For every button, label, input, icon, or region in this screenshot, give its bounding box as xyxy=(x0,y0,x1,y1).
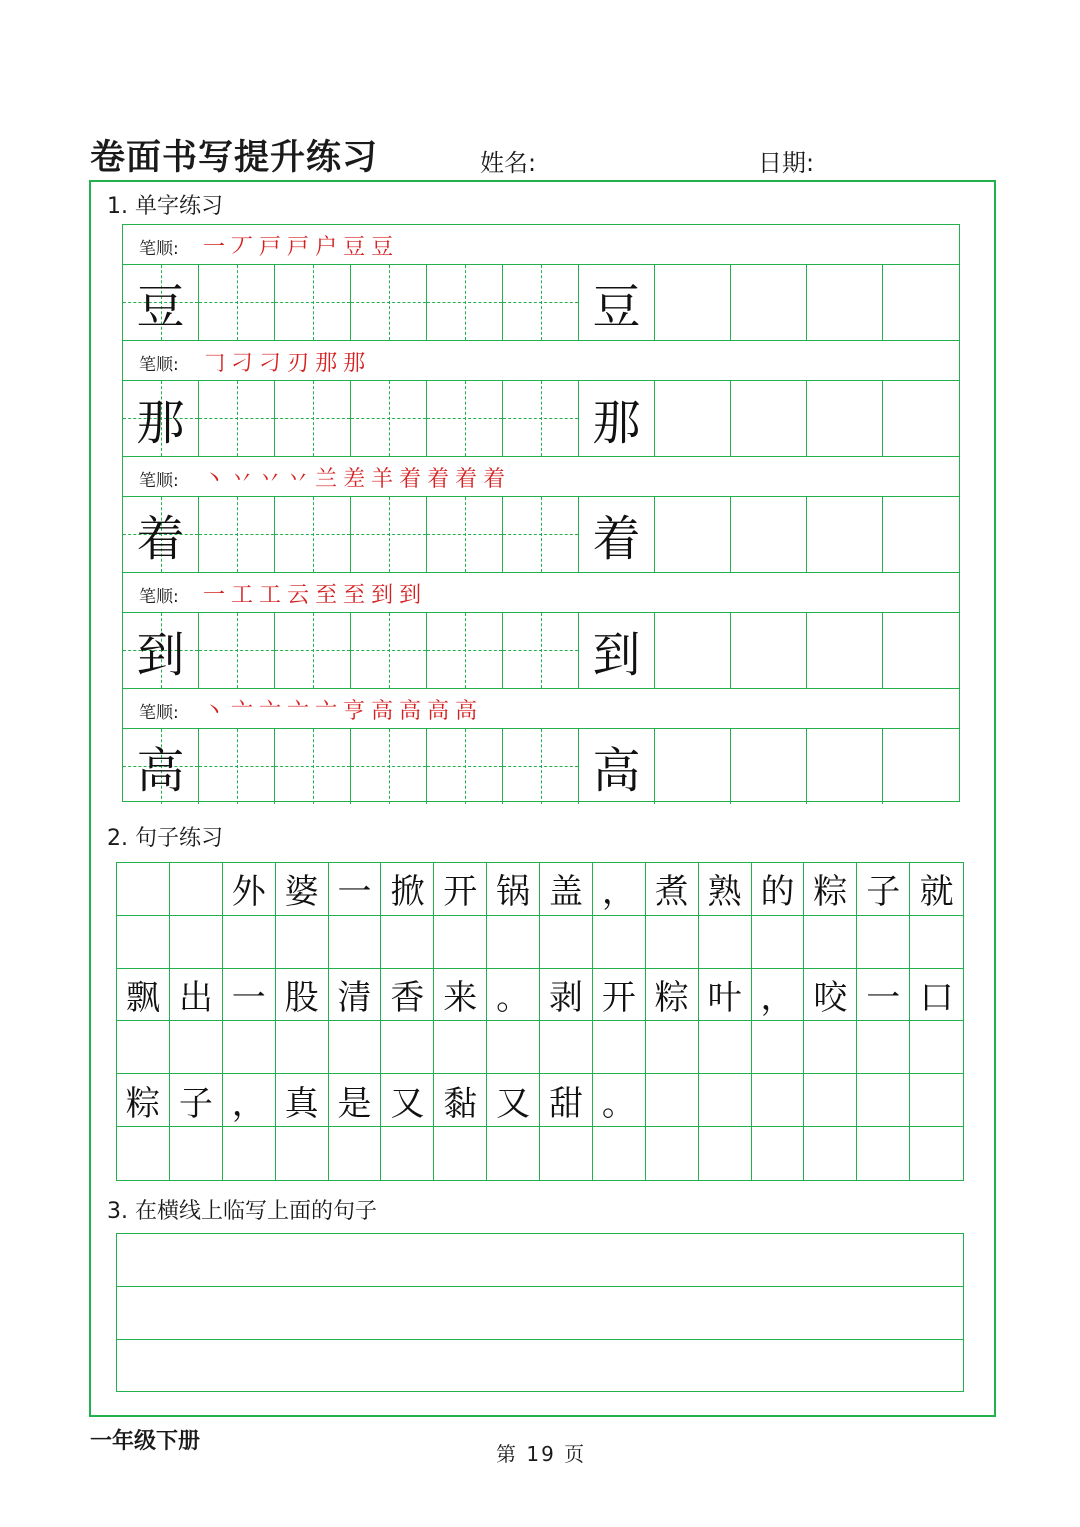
stroke-order-label: 笔顺: xyxy=(139,703,179,723)
blank-writing-cell xyxy=(223,1021,276,1074)
blank-writing-cell xyxy=(170,1127,223,1180)
sentence-practice-grid xyxy=(116,862,964,1181)
model-character: 到 xyxy=(592,626,641,683)
blank-writing-cell xyxy=(910,1021,963,1074)
sentence-cell xyxy=(804,1074,857,1127)
stroke-step: 刁 xyxy=(259,350,282,376)
stroke-step: 丆 xyxy=(231,234,254,260)
tian-grid-cell xyxy=(275,381,351,456)
sentence-cell: 又 xyxy=(487,1074,540,1127)
practice-cell xyxy=(579,613,655,688)
stroke-step: 着 xyxy=(399,466,422,492)
blank-writing-cell xyxy=(910,1127,963,1180)
stroke-step: 高 xyxy=(427,698,450,724)
stroke-step: 豆 xyxy=(343,234,366,260)
practice-cell xyxy=(807,381,883,456)
stroke-steps xyxy=(203,691,483,727)
practice-cell xyxy=(883,265,959,340)
practice-cell xyxy=(579,265,655,340)
stroke-step: 工 xyxy=(259,582,282,608)
stroke-step: 一 xyxy=(203,582,226,608)
blank-writing-cell xyxy=(857,916,910,969)
blank-writing-cell xyxy=(117,916,170,969)
tian-grid-cell xyxy=(123,497,199,572)
tian-grid-cell xyxy=(123,613,199,688)
sentence-cell xyxy=(752,1074,805,1127)
tian-grid-cell xyxy=(503,729,579,804)
date-label: 日期: xyxy=(758,149,815,177)
sentence-cell: 真 xyxy=(276,1074,329,1127)
stroke-step: 着 xyxy=(427,466,450,492)
blank-writing-cell xyxy=(329,1127,382,1180)
stroke-steps xyxy=(203,343,371,379)
model-character: 那 xyxy=(592,394,641,451)
stroke-step: 刁 xyxy=(231,350,254,376)
tian-grid-cell xyxy=(351,613,427,688)
sentence-cell: 外 xyxy=(223,863,276,916)
stroke-step: 丷 xyxy=(259,466,282,492)
blank-writing-cell xyxy=(699,916,752,969)
practice-cell xyxy=(807,497,883,572)
practice-cell-row xyxy=(123,729,959,805)
tian-grid-cell xyxy=(123,265,199,340)
blank-writing-cell xyxy=(540,1021,593,1074)
sentence-cell: ， xyxy=(223,1074,276,1127)
blank-writing-cell xyxy=(804,916,857,969)
sentence-cell: 清 xyxy=(329,969,382,1022)
tian-grid-cell xyxy=(199,265,275,340)
sentence-cell: 粽 xyxy=(117,1074,170,1127)
sentence-cell: 煮 xyxy=(646,863,699,916)
sentence-cell: 出 xyxy=(170,969,223,1022)
blank-writing-cell xyxy=(223,1127,276,1180)
tian-grid-cell xyxy=(427,497,503,572)
sentence-cell: 甜 xyxy=(540,1074,593,1127)
tian-grid-cell xyxy=(123,729,199,804)
model-character: 豆 xyxy=(136,278,185,335)
sentence-cell: 飘 xyxy=(117,969,170,1022)
practice-cell-row xyxy=(123,265,959,341)
sentence-cell: ， xyxy=(752,969,805,1022)
stroke-order-label: 笔顺: xyxy=(139,355,179,375)
practice-cell xyxy=(579,497,655,572)
tian-grid-cell xyxy=(427,613,503,688)
sentence-cell: ， xyxy=(593,863,646,916)
practice-cell xyxy=(807,265,883,340)
blank-writing-cell xyxy=(857,1021,910,1074)
stroke-step: 差 xyxy=(343,466,366,492)
stroke-order-row xyxy=(123,457,959,497)
sentence-cell: 股 xyxy=(276,969,329,1022)
practice-cell xyxy=(655,381,731,456)
blank-writing-cell xyxy=(276,1127,329,1180)
practice-cell xyxy=(655,729,731,804)
stroke-step: 工 xyxy=(231,582,254,608)
blank-writing-cell xyxy=(434,1021,487,1074)
model-character: 到 xyxy=(136,626,185,683)
tian-grid-cell xyxy=(351,381,427,456)
sentence-cell: 。 xyxy=(593,1074,646,1127)
practice-cell xyxy=(731,381,807,456)
tian-grid-cell xyxy=(427,265,503,340)
sentence-cell: 粽 xyxy=(804,863,857,916)
sentence-cell: 掀 xyxy=(381,863,434,916)
sentence-cell xyxy=(857,1074,910,1127)
practice-cell xyxy=(655,265,731,340)
blank-writing-cell xyxy=(117,1021,170,1074)
stroke-step: 高 xyxy=(399,698,422,724)
stroke-order-label: 笔顺: xyxy=(139,239,179,259)
writing-line xyxy=(117,1339,963,1340)
model-character: 着 xyxy=(592,510,641,567)
character-practice-grid xyxy=(122,224,960,802)
tian-grid-cell xyxy=(275,265,351,340)
stroke-order-row xyxy=(123,341,959,381)
practice-cell xyxy=(731,613,807,688)
sentence-cell: 剥 xyxy=(540,969,593,1022)
copy-lines-box xyxy=(116,1233,964,1392)
tian-grid-cell xyxy=(275,613,351,688)
sentence-cell: 开 xyxy=(593,969,646,1022)
sentence-cell: 香 xyxy=(381,969,434,1022)
tian-grid-cell xyxy=(275,497,351,572)
tian-grid-cell xyxy=(351,265,427,340)
tian-grid-cell xyxy=(199,497,275,572)
blank-writing-cell xyxy=(752,1127,805,1180)
blank-writing-cell xyxy=(434,1127,487,1180)
stroke-step: 高 xyxy=(371,698,394,724)
blank-writing-cell xyxy=(646,916,699,969)
blank-writing-cell xyxy=(381,916,434,969)
blank-writing-cell xyxy=(857,1127,910,1180)
practice-cell xyxy=(883,729,959,804)
tian-grid-cell xyxy=(503,265,579,340)
sentence-cell: 叶 xyxy=(699,969,752,1022)
blank-writing-cell xyxy=(487,1021,540,1074)
stroke-step: 到 xyxy=(371,582,394,608)
stroke-step: 亠 xyxy=(315,698,338,724)
stroke-step: 丶 xyxy=(203,698,226,724)
sentence-cell: 粽 xyxy=(646,969,699,1022)
stroke-step: 戸 xyxy=(287,234,310,260)
tian-grid-cell xyxy=(503,613,579,688)
stroke-steps xyxy=(203,459,511,495)
sentence-cell: 子 xyxy=(170,1074,223,1127)
sentence-cell: 来 xyxy=(434,969,487,1022)
practice-cell xyxy=(731,265,807,340)
blank-writing-cell xyxy=(752,916,805,969)
blank-writing-cell xyxy=(487,1127,540,1180)
blank-writing-cell xyxy=(170,916,223,969)
tian-grid-cell xyxy=(351,497,427,572)
model-character: 那 xyxy=(136,394,185,451)
tian-grid-cell xyxy=(199,729,275,804)
blank-writing-cell xyxy=(276,916,329,969)
stroke-step: 丷 xyxy=(231,466,254,492)
tian-grid-cell xyxy=(503,381,579,456)
section-3-title: 3. 在横线上临写上面的句子 xyxy=(107,1199,377,1224)
stroke-step: 兰 xyxy=(315,466,338,492)
blank-writing-cell xyxy=(593,916,646,969)
sentence-cell xyxy=(910,1074,963,1127)
blank-writing-cell xyxy=(910,916,963,969)
writing-line xyxy=(117,1286,963,1287)
stroke-order-row xyxy=(123,573,959,613)
stroke-step: 那 xyxy=(343,350,366,376)
stroke-step: 羊 xyxy=(371,466,394,492)
practice-cell xyxy=(807,729,883,804)
stroke-step: 丷 xyxy=(287,466,310,492)
stroke-steps xyxy=(203,575,427,611)
practice-cell-row xyxy=(123,381,959,457)
stroke-step: 高 xyxy=(455,698,478,724)
stroke-step: 着 xyxy=(455,466,478,492)
sentence-cell: 。 xyxy=(487,969,540,1022)
sentence-cell: 婆 xyxy=(276,863,329,916)
tian-grid-cell xyxy=(427,381,503,456)
blank-writing-cell xyxy=(381,1127,434,1180)
sentence-cell: 咬 xyxy=(804,969,857,1022)
blank-writing-cell xyxy=(329,916,382,969)
practice-cell xyxy=(655,613,731,688)
practice-cell xyxy=(731,497,807,572)
blank-writing-cell xyxy=(329,1021,382,1074)
tian-grid-cell xyxy=(199,381,275,456)
practice-cell xyxy=(807,613,883,688)
blank-writing-cell xyxy=(276,1021,329,1074)
blank-writing-cell xyxy=(170,1021,223,1074)
stroke-step: 户 xyxy=(315,234,338,260)
stroke-step: 到 xyxy=(399,582,422,608)
blank-writing-cell xyxy=(699,1127,752,1180)
sentence-cell: 盖 xyxy=(540,863,593,916)
stroke-step: 亠 xyxy=(259,698,282,724)
practice-cell xyxy=(883,381,959,456)
section-2-title: 2. 句子练习 xyxy=(107,826,223,851)
stroke-step: 云 xyxy=(287,582,310,608)
blank-writing-cell xyxy=(646,1021,699,1074)
practice-cell-row xyxy=(123,497,959,573)
practice-cell xyxy=(579,381,655,456)
stroke-order-row xyxy=(123,225,959,265)
sentence-cell: 的 xyxy=(752,863,805,916)
practice-cell xyxy=(579,729,655,804)
sentence-cell: 锅 xyxy=(487,863,540,916)
stroke-order-label: 笔顺: xyxy=(139,471,179,491)
practice-cell-row xyxy=(123,613,959,689)
model-character: 着 xyxy=(136,510,185,567)
tian-grid-cell xyxy=(427,729,503,804)
sentence-cell: 子 xyxy=(857,863,910,916)
stroke-step: 戸 xyxy=(259,234,282,260)
sentence-cell: 一 xyxy=(329,863,382,916)
tian-grid-cell xyxy=(123,381,199,456)
sentence-cell xyxy=(117,863,170,916)
stroke-step: 亠 xyxy=(231,698,254,724)
stroke-order-label: 笔顺: xyxy=(139,587,179,607)
stroke-steps xyxy=(203,227,399,263)
blank-writing-cell xyxy=(381,1021,434,1074)
grade-label: 一年级下册 xyxy=(90,1429,201,1454)
stroke-step: 豆 xyxy=(371,234,394,260)
stroke-step: 那 xyxy=(315,350,338,376)
sentence-cell: 口 xyxy=(910,969,963,1022)
stroke-order-row xyxy=(123,689,959,729)
blank-writing-cell xyxy=(487,916,540,969)
tian-grid-cell xyxy=(503,497,579,572)
model-character: 高 xyxy=(136,742,185,799)
sentence-cell: 就 xyxy=(910,863,963,916)
sentence-cell xyxy=(170,863,223,916)
stroke-step: 亨 xyxy=(343,698,366,724)
blank-writing-cell xyxy=(752,1021,805,1074)
blank-writing-cell xyxy=(593,1127,646,1180)
tian-grid-cell xyxy=(275,729,351,804)
stroke-step: 亠 xyxy=(287,698,310,724)
blank-writing-cell xyxy=(804,1127,857,1180)
stroke-step: 至 xyxy=(343,582,366,608)
stroke-step: 着 xyxy=(483,466,506,492)
stroke-step: 一 xyxy=(203,234,226,260)
blank-writing-cell xyxy=(117,1127,170,1180)
stroke-step: 刃 xyxy=(287,350,310,376)
sentence-cell: 一 xyxy=(857,969,910,1022)
blank-writing-cell xyxy=(593,1021,646,1074)
sentence-cell: 黏 xyxy=(434,1074,487,1127)
sentence-cell: 一 xyxy=(223,969,276,1022)
sentence-cell: 又 xyxy=(381,1074,434,1127)
sentence-cell: 是 xyxy=(329,1074,382,1127)
sentence-cell xyxy=(699,1074,752,1127)
tian-grid-cell xyxy=(351,729,427,804)
sentence-cell xyxy=(646,1074,699,1127)
blank-writing-cell xyxy=(540,916,593,969)
sentence-cell: 熟 xyxy=(699,863,752,916)
stroke-step: 至 xyxy=(315,582,338,608)
blank-writing-cell xyxy=(646,1127,699,1180)
sentence-cell: 开 xyxy=(434,863,487,916)
name-label: 姓名: xyxy=(480,149,537,177)
tian-grid-cell xyxy=(199,613,275,688)
blank-writing-cell xyxy=(804,1021,857,1074)
worksheet-title: 卷面书写提升练习 xyxy=(90,138,379,178)
practice-cell xyxy=(655,497,731,572)
practice-cell xyxy=(731,729,807,804)
model-character: 豆 xyxy=(592,278,641,335)
stroke-step: 丶 xyxy=(203,466,226,492)
stroke-step: 𠃌 xyxy=(203,350,226,376)
page-number: 第 19 页 xyxy=(496,1442,587,1466)
practice-cell xyxy=(883,613,959,688)
blank-writing-cell xyxy=(223,916,276,969)
blank-writing-cell xyxy=(434,916,487,969)
model-character: 高 xyxy=(592,742,641,799)
practice-cell xyxy=(883,497,959,572)
blank-writing-cell xyxy=(540,1127,593,1180)
section-1-title: 1. 单字练习 xyxy=(107,194,223,219)
blank-writing-cell xyxy=(699,1021,752,1074)
